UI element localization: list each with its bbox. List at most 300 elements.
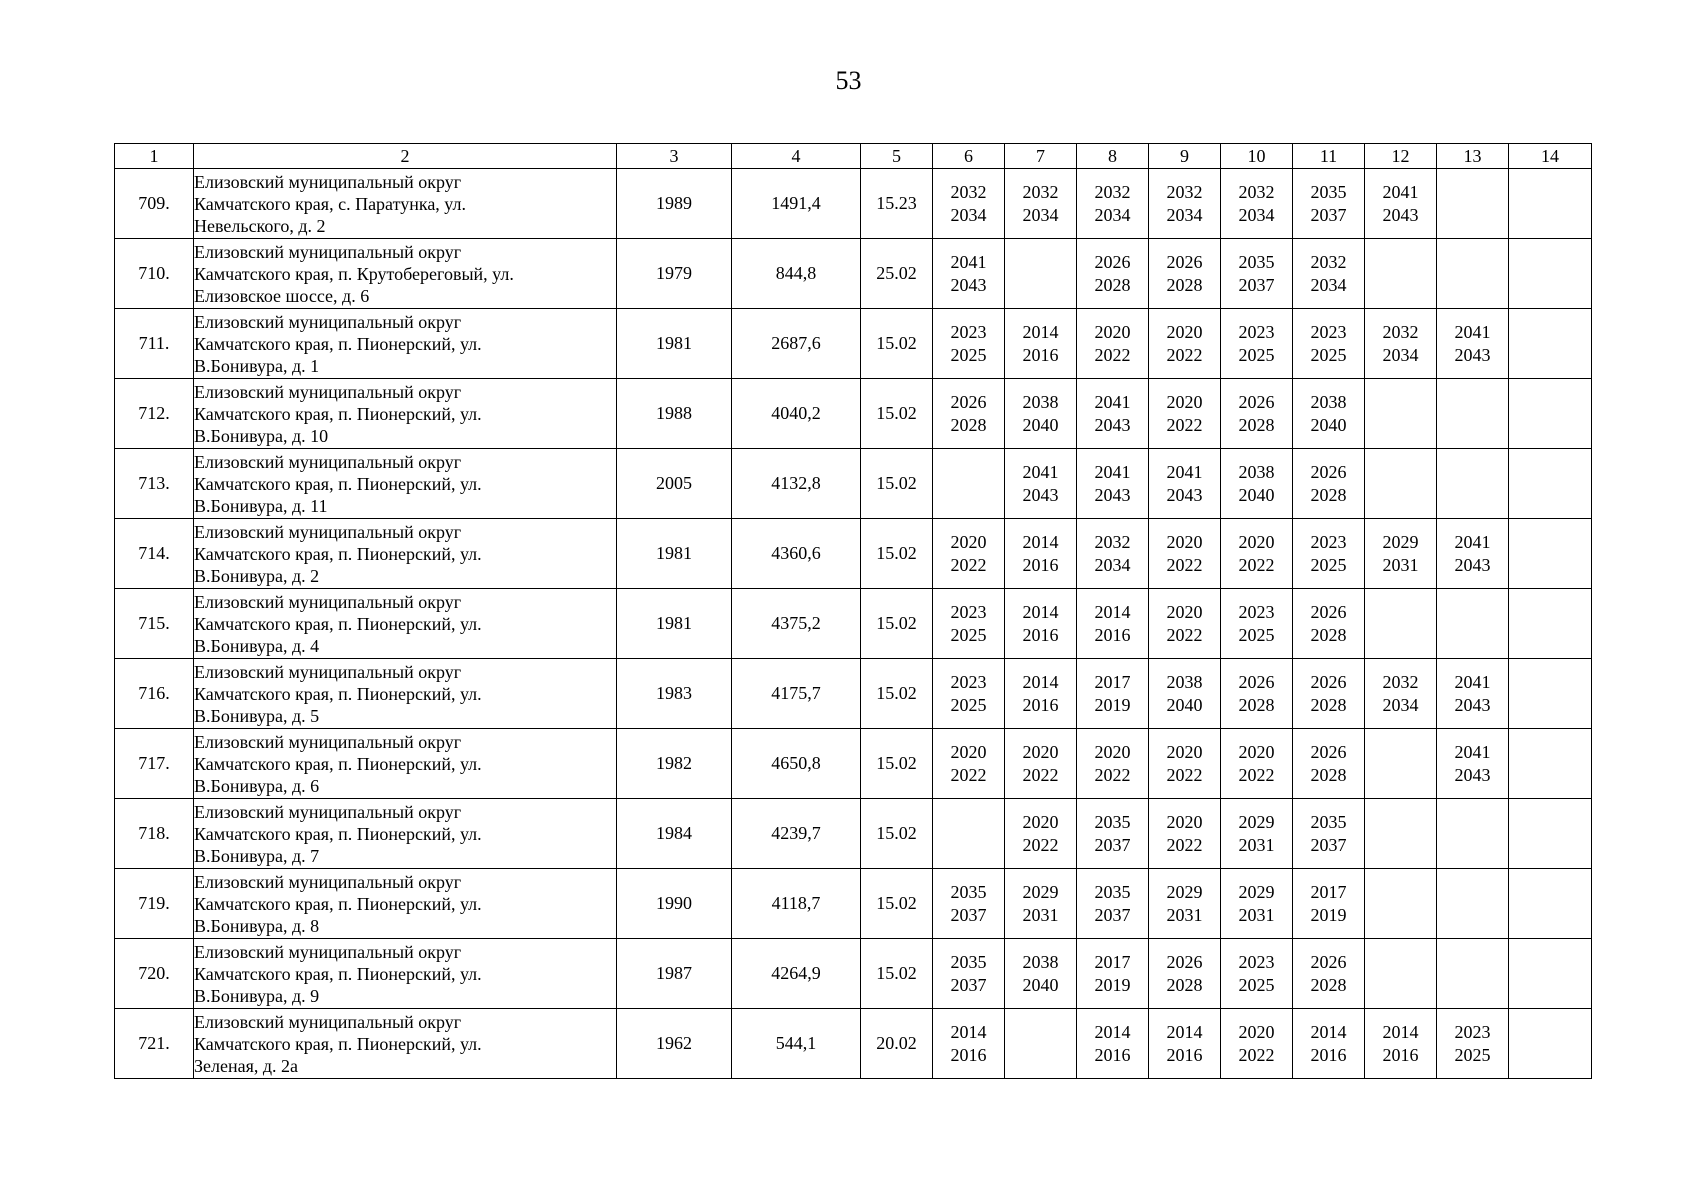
period-cell: [1005, 729, 1077, 799]
period-start: 2026: [1166, 251, 1203, 272]
period-end: 2034: [1166, 204, 1203, 225]
period-cell: [1221, 379, 1293, 449]
period-end: 2028: [1094, 274, 1131, 295]
address-line: Зеленая, д. 2а: [194, 1055, 299, 1076]
year-cell: 1990: [617, 869, 732, 939]
period-start: 2026: [1166, 951, 1203, 972]
address-line: В.Бонивура, д. 1: [194, 355, 320, 376]
period-cell: [1149, 799, 1221, 869]
period-end: 2037: [1310, 834, 1347, 855]
period-cell: [933, 1009, 1005, 1079]
period-end: 2043: [1454, 694, 1491, 715]
period-start: 2014: [1094, 601, 1131, 622]
period-start: 2029: [1166, 881, 1203, 902]
period-cell: [1221, 239, 1293, 309]
period-start: 2020: [1166, 391, 1203, 412]
period-end: 2016: [1166, 1044, 1203, 1065]
period-cell: [933, 169, 1005, 239]
period-cell: [933, 799, 1005, 869]
code-cell: 15.02: [861, 519, 933, 589]
row-number-cell: 714.: [115, 519, 194, 589]
period-cell: [1221, 519, 1293, 589]
period-cell: [1509, 869, 1592, 939]
period-start: 2041: [1094, 391, 1131, 412]
area-cell: 2687,6: [732, 309, 861, 379]
period-end: 2019: [1310, 904, 1347, 925]
address-line: Елизовский муниципальный округ: [194, 241, 462, 262]
address-line: Елизовский муниципальный округ: [194, 801, 462, 822]
address-line: Камчатского края, п. Пионерский, ул.: [194, 473, 482, 494]
period-end: 2022: [950, 764, 987, 785]
period-start: 2020: [1166, 601, 1203, 622]
address-line: В.Бонивура, д. 2: [194, 565, 320, 586]
period-end: 2028: [1310, 624, 1347, 645]
table-row: [115, 869, 1592, 939]
address-line: Камчатского края, п. Пионерский, ул.: [194, 823, 482, 844]
period-cell: [1005, 869, 1077, 939]
table-row: [115, 939, 1592, 1009]
period-start: 2014: [1166, 1021, 1203, 1042]
period-cell: [933, 449, 1005, 519]
address-line: Камчатского края, п. Пионерский, ул.: [194, 753, 482, 774]
period-end: 2031: [1238, 834, 1275, 855]
period-end: 2022: [1166, 624, 1203, 645]
period-cell: [933, 239, 1005, 309]
period-start: 2041: [950, 251, 987, 272]
period-end: 2022: [1166, 764, 1203, 785]
period-start: 2038: [1238, 461, 1275, 482]
period-end: 2040: [1310, 414, 1347, 435]
period-end: 2022: [1238, 554, 1275, 575]
column-header-10: 10: [1221, 144, 1293, 169]
period-cell: [1077, 589, 1149, 659]
period-cell: [1293, 379, 1365, 449]
period-end: 2043: [1382, 204, 1419, 225]
period-end: 2043: [1166, 484, 1203, 505]
period-start: 2026: [1310, 671, 1347, 692]
period-cell: [1437, 309, 1509, 379]
period-cell: [1509, 729, 1592, 799]
period-start: 2029: [1022, 881, 1059, 902]
period-start: 2026: [1310, 951, 1347, 972]
code-cell: 15.02: [861, 449, 933, 519]
address-line: Елизовский муниципальный округ: [194, 1011, 462, 1032]
row-number-cell: 713.: [115, 449, 194, 519]
period-start: 2035: [950, 951, 987, 972]
period-cell: [1077, 169, 1149, 239]
period-cell: [1365, 379, 1437, 449]
period-cell: [1293, 519, 1365, 589]
period-end: 2043: [950, 274, 987, 295]
address-line: Невельского, д. 2: [194, 215, 326, 236]
period-end: 2034: [1382, 694, 1419, 715]
period-end: 2025: [1238, 344, 1275, 365]
period-end: 2028: [1310, 974, 1347, 995]
period-cell: [1077, 239, 1149, 309]
period-start: 2035: [1094, 811, 1131, 832]
period-start: 2014: [1022, 601, 1059, 622]
area-cell: 4264,9: [732, 939, 861, 1009]
period-end: 2031: [1238, 904, 1275, 925]
period-cell: [1437, 659, 1509, 729]
period-start: 2032: [1382, 671, 1419, 692]
period-end: 2025: [1454, 1044, 1491, 1065]
address-cell: [194, 519, 617, 589]
period-cell: [1221, 939, 1293, 1009]
period-start: 2020: [1238, 1021, 1275, 1042]
area-cell: 4650,8: [732, 729, 861, 799]
period-start: 2041: [1094, 461, 1131, 482]
period-end: 2016: [1022, 624, 1059, 645]
period-start: 2035: [1238, 251, 1275, 272]
period-start: 2041: [1454, 741, 1491, 762]
period-end: 2028: [1166, 274, 1203, 295]
code-cell: 15.02: [861, 729, 933, 799]
period-end: 2025: [1310, 554, 1347, 575]
code-cell: 15.02: [861, 799, 933, 869]
year-cell: 2005: [617, 449, 732, 519]
period-cell: [1221, 169, 1293, 239]
period-start: 2035: [950, 881, 987, 902]
period-end: 2043: [1094, 414, 1131, 435]
period-end: 2016: [1022, 694, 1059, 715]
period-start: 2032: [950, 181, 987, 202]
period-start: 2023: [1238, 601, 1275, 622]
period-cell: [1293, 449, 1365, 519]
year-cell: 1982: [617, 729, 732, 799]
period-end: 2037: [1310, 204, 1347, 225]
period-cell: [1437, 449, 1509, 519]
period-start: 2026: [1238, 391, 1275, 412]
address-cell: [194, 659, 617, 729]
period-end: 2037: [1094, 834, 1131, 855]
period-cell: [1005, 239, 1077, 309]
address-line: Камчатского края, п. Пионерский, ул.: [194, 543, 482, 564]
period-cell: [1005, 799, 1077, 869]
row-number-cell: 718.: [115, 799, 194, 869]
period-end: 2028: [950, 414, 987, 435]
year-cell: 1979: [617, 239, 732, 309]
period-cell: [1077, 799, 1149, 869]
period-start: 2023: [1238, 951, 1275, 972]
period-end: 2043: [1022, 484, 1059, 505]
table-row: [115, 799, 1592, 869]
address-line: В.Бонивура, д. 8: [194, 915, 320, 936]
code-cell: 15.23: [861, 169, 933, 239]
address-line: Елизовский муниципальный округ: [194, 661, 462, 682]
period-start: 2020: [1166, 321, 1203, 342]
period-end: 2016: [1022, 554, 1059, 575]
period-start: 2041: [1382, 181, 1419, 202]
column-header-4: 4: [732, 144, 861, 169]
period-end: 2028: [1310, 484, 1347, 505]
period-cell: [1293, 1009, 1365, 1079]
period-cell: [1149, 1009, 1221, 1079]
period-start: 2032: [1238, 181, 1275, 202]
period-end: 2028: [1238, 694, 1275, 715]
period-cell: [1437, 239, 1509, 309]
address-cell: [194, 169, 617, 239]
area-cell: 4118,7: [732, 869, 861, 939]
period-cell: [1293, 939, 1365, 1009]
period-cell: [1437, 939, 1509, 1009]
period-cell: [1293, 589, 1365, 659]
period-start: 2023: [950, 321, 987, 342]
address-line: Камчатского края, п. Пионерский, ул.: [194, 683, 482, 704]
code-cell: 15.02: [861, 939, 933, 1009]
period-cell: [1509, 799, 1592, 869]
period-end: 2028: [1238, 414, 1275, 435]
address-cell: [194, 1009, 617, 1079]
period-start: 2017: [1094, 951, 1131, 972]
period-end: 2019: [1094, 694, 1131, 715]
period-start: 2032: [1094, 181, 1131, 202]
year-cell: 1981: [617, 589, 732, 659]
period-cell: [933, 589, 1005, 659]
period-start: 2026: [1094, 251, 1131, 272]
period-cell: [1365, 169, 1437, 239]
period-end: 2043: [1454, 764, 1491, 785]
period-cell: [1293, 799, 1365, 869]
address-cell: [194, 799, 617, 869]
period-cell: [1509, 239, 1592, 309]
period-start: 2029: [1238, 811, 1275, 832]
period-start: 2023: [1238, 321, 1275, 342]
period-start: 2026: [1310, 601, 1347, 622]
period-end: 2028: [1166, 974, 1203, 995]
table-row: [115, 589, 1592, 659]
period-cell: [1365, 589, 1437, 659]
address-line: В.Бонивура, д. 4: [194, 635, 320, 656]
period-start: 2032: [1382, 321, 1419, 342]
period-cell: [1077, 1009, 1149, 1079]
period-start: 2038: [1022, 951, 1059, 972]
period-cell: [1365, 239, 1437, 309]
period-cell: [1437, 169, 1509, 239]
period-end: 2025: [950, 694, 987, 715]
period-start: 2014: [1094, 1021, 1131, 1042]
area-cell: 4040,2: [732, 379, 861, 449]
period-cell: [1005, 939, 1077, 1009]
period-start: 2020: [1166, 531, 1203, 552]
address-line: В.Бонивура, д. 7: [194, 845, 320, 866]
period-cell: [1077, 519, 1149, 589]
period-cell: [1293, 659, 1365, 729]
period-cell: [1365, 449, 1437, 519]
address-cell: [194, 729, 617, 799]
period-start: 2020: [1022, 741, 1059, 762]
period-cell: [1221, 309, 1293, 379]
row-number-cell: 721.: [115, 1009, 194, 1079]
period-cell: [1437, 519, 1509, 589]
period-end: 2034: [1022, 204, 1059, 225]
column-header-13: 13: [1437, 144, 1509, 169]
period-start: 2029: [1238, 881, 1275, 902]
period-end: 2034: [1094, 204, 1131, 225]
period-cell: [1509, 519, 1592, 589]
address-line: Камчатского края, п. Пионерский, ул.: [194, 963, 482, 984]
column-header-7: 7: [1005, 144, 1077, 169]
period-end: 2022: [950, 554, 987, 575]
period-cell: [1005, 1009, 1077, 1079]
address-line: Камчатского края, п. Пионерский, ул.: [194, 893, 482, 914]
address-line: Елизовский муниципальный округ: [194, 871, 462, 892]
period-cell: [1365, 309, 1437, 379]
period-end: 2034: [1382, 344, 1419, 365]
period-cell: [1509, 379, 1592, 449]
period-start: 2026: [1238, 671, 1275, 692]
period-cell: [1365, 939, 1437, 1009]
period-end: 2025: [950, 624, 987, 645]
address-cell: [194, 239, 617, 309]
address-line: В.Бонивура, д. 6: [194, 775, 320, 796]
period-cell: [1221, 799, 1293, 869]
area-cell: 4375,2: [732, 589, 861, 659]
period-cell: [1365, 659, 1437, 729]
period-start: 2026: [1310, 461, 1347, 482]
period-end: 2037: [950, 974, 987, 995]
period-end: 2025: [950, 344, 987, 365]
year-cell: 1981: [617, 309, 732, 379]
period-end: 2022: [1022, 764, 1059, 785]
period-start: 2014: [1022, 531, 1059, 552]
period-start: 2032: [1310, 251, 1347, 272]
period-cell: [1509, 589, 1592, 659]
period-cell: [1077, 729, 1149, 799]
period-cell: [1365, 729, 1437, 799]
period-start: 2023: [1310, 321, 1347, 342]
address-line: Камчатского края, п. Пионерский, ул.: [194, 403, 482, 424]
period-end: 2037: [1094, 904, 1131, 925]
period-cell: [1221, 659, 1293, 729]
period-cell: [1005, 379, 1077, 449]
period-start: 2020: [1022, 811, 1059, 832]
period-end: 2034: [950, 204, 987, 225]
period-cell: [1221, 869, 1293, 939]
period-cell: [933, 379, 1005, 449]
address-cell: [194, 939, 617, 1009]
period-cell: [1149, 519, 1221, 589]
column-header-2: 2: [194, 144, 617, 169]
period-end: 2022: [1238, 764, 1275, 785]
address-cell: [194, 379, 617, 449]
area-cell: 1491,4: [732, 169, 861, 239]
address-line: Камчатского края, п. Крутобереговый, ул.: [194, 263, 514, 284]
period-cell: [1293, 169, 1365, 239]
period-start: 2020: [1166, 811, 1203, 832]
period-start: 2041: [1022, 461, 1059, 482]
table-row: [115, 239, 1592, 309]
period-cell: [1221, 1009, 1293, 1079]
area-cell: 4175,7: [732, 659, 861, 729]
period-cell: [1437, 869, 1509, 939]
row-number-cell: 719.: [115, 869, 194, 939]
period-cell: [1365, 799, 1437, 869]
address-cell: [194, 449, 617, 519]
period-end: 2040: [1022, 974, 1059, 995]
period-start: 2020: [950, 531, 987, 552]
row-number-cell: 720.: [115, 939, 194, 1009]
period-end: 2040: [1022, 414, 1059, 435]
period-end: 2037: [1238, 274, 1275, 295]
period-cell: [1005, 169, 1077, 239]
period-end: 2040: [1238, 484, 1275, 505]
period-end: 2016: [1310, 1044, 1347, 1065]
period-end: 2022: [1094, 764, 1131, 785]
address-cell: [194, 309, 617, 379]
period-end: 2025: [1238, 624, 1275, 645]
area-cell: 544,1: [732, 1009, 861, 1079]
table-row: [115, 1009, 1592, 1079]
area-cell: 844,8: [732, 239, 861, 309]
period-start: 2038: [1022, 391, 1059, 412]
period-cell: [1005, 309, 1077, 379]
period-cell: [1365, 519, 1437, 589]
period-start: 2041: [1454, 531, 1491, 552]
address-line: Елизовский муниципальный округ: [194, 311, 462, 332]
period-end: 2040: [1166, 694, 1203, 715]
year-cell: 1983: [617, 659, 732, 729]
period-cell: [1149, 379, 1221, 449]
period-end: 2037: [950, 904, 987, 925]
column-header-5: 5: [861, 144, 933, 169]
code-cell: 15.02: [861, 379, 933, 449]
table-row: [115, 659, 1592, 729]
period-start: 2041: [1454, 671, 1491, 692]
page-number: 53: [835, 66, 862, 95]
address-line: Елизовский муниципальный округ: [194, 451, 462, 472]
period-cell: [933, 869, 1005, 939]
period-cell: [1077, 449, 1149, 519]
period-end: 2031: [1022, 904, 1059, 925]
period-end: 2031: [1382, 554, 1419, 575]
period-cell: [1437, 729, 1509, 799]
column-header-3: 3: [617, 144, 732, 169]
period-cell: [1293, 239, 1365, 309]
address-line: Елизовский муниципальный округ: [194, 171, 462, 192]
period-end: 2043: [1454, 554, 1491, 575]
period-start: 2023: [1454, 1021, 1491, 1042]
period-cell: [1221, 589, 1293, 659]
period-cell: [1437, 589, 1509, 659]
period-start: 2014: [1310, 1021, 1347, 1042]
address-line: В.Бонивура, д. 10: [194, 425, 329, 446]
code-cell: 15.02: [861, 309, 933, 379]
period-end: 2034: [1238, 204, 1275, 225]
period-cell: [1077, 939, 1149, 1009]
period-cell: [1437, 379, 1509, 449]
address-line: Елизовский муниципальный округ: [194, 591, 462, 612]
column-header-14: 14: [1509, 144, 1592, 169]
address-line: Елизовское шоссе, д. 6: [194, 285, 370, 306]
period-cell: [1365, 1009, 1437, 1079]
period-end: 2016: [1094, 624, 1131, 645]
period-start: 2026: [950, 391, 987, 412]
period-cell: [1149, 169, 1221, 239]
period-end: 2043: [1094, 484, 1131, 505]
period-cell: [1077, 379, 1149, 449]
period-cell: [1509, 1009, 1592, 1079]
address-line: В.Бонивура, д. 9: [194, 985, 320, 1006]
period-cell: [1509, 659, 1592, 729]
code-cell: 15.02: [861, 659, 933, 729]
period-cell: [1509, 309, 1592, 379]
registry-table: [114, 143, 1592, 1079]
period-cell: [1005, 519, 1077, 589]
period-start: 2032: [1166, 181, 1203, 202]
year-cell: 1989: [617, 169, 732, 239]
period-cell: [933, 309, 1005, 379]
